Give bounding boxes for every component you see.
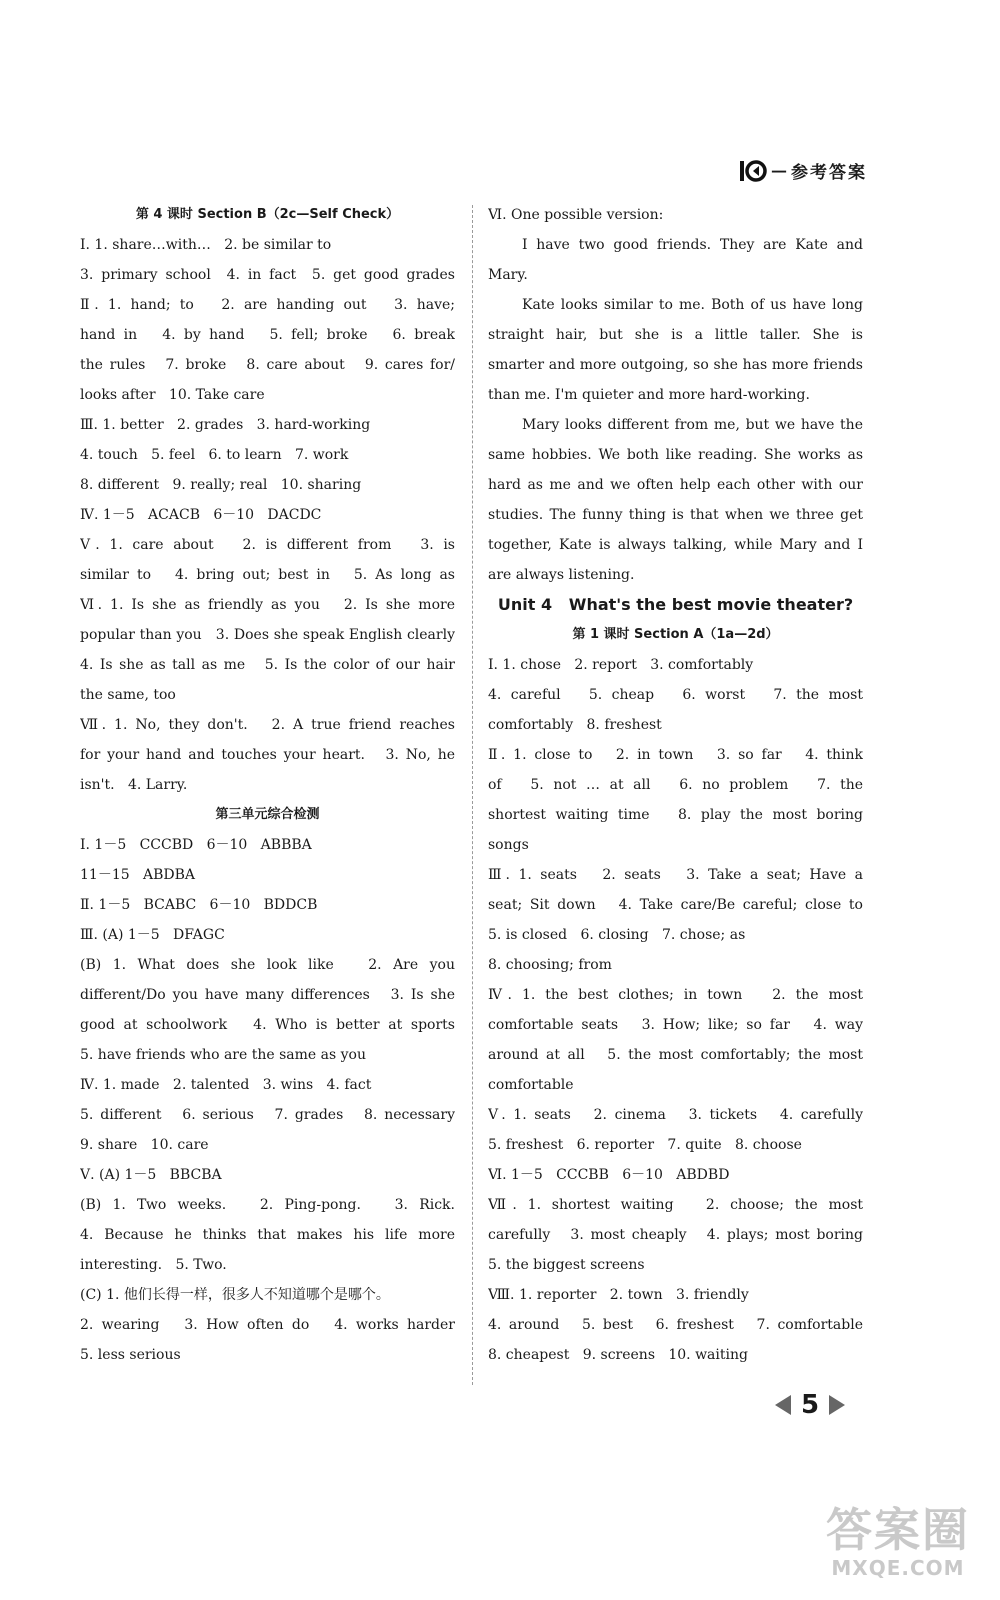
answer-line: comfortable bbox=[488, 1077, 574, 1093]
page-number: 5 bbox=[801, 1390, 820, 1420]
section-heading: 第三单元综合检测 bbox=[215, 807, 320, 822]
page-number-nav bbox=[775, 1390, 845, 1420]
answer-line: shortest waiting time 8. play the most boring bbox=[488, 807, 863, 823]
answer-line: 11－15 ABDBA bbox=[80, 867, 196, 883]
answer-line: than me. I'm quieter and more hard-working. bbox=[488, 387, 810, 403]
answer-line: 4. Is she as tall as me 5. Is the color of our hair bbox=[80, 657, 455, 673]
answer-line: 4. around 5. best 6. freshest 7. comfortable bbox=[488, 1317, 863, 1333]
answer-line: carefully 3. most cheaply 4. plays; most boring bbox=[488, 1227, 863, 1243]
answer-line: for your hand and touches your heart. 3. No, he bbox=[80, 747, 455, 763]
answer-line: Ⅳ. 1. the best clothes; in town 2. the most bbox=[488, 987, 863, 1003]
answer-line: Kate looks similar to me. Both of us have long bbox=[522, 297, 863, 313]
answer-line: different/Do you have many differences 3. Is she bbox=[80, 987, 455, 1003]
answer-line: 5. freshest 6. reporter 7. quite 8. choose bbox=[488, 1137, 802, 1153]
answer-line: Ⅲ. 1. seats 2. seats 3. Take a seat; Have a bbox=[488, 867, 863, 883]
answer-line: together, Kate is always talking, while Mary and I bbox=[488, 537, 863, 553]
answer-line: Ⅱ. 1. close to 2. in town 3. so far 4. think bbox=[488, 747, 863, 763]
answer-line: Ⅱ. 1. hand; to 2. are handing out 3. have; bbox=[80, 297, 455, 313]
answer-line: looks after 10. Take care bbox=[80, 387, 265, 403]
answer-line: Ⅳ. 1. made 2. talented 3. wins 4. fact bbox=[80, 1077, 372, 1093]
answer-line: studies. The funny thing is that when we three get bbox=[488, 507, 863, 523]
answer-line: Ⅶ. 1. No, they don't. 2. A true friend reaches bbox=[80, 717, 455, 733]
answer-line: around at all 5. the most comfortably; the most bbox=[488, 1047, 863, 1063]
answer-line: good at schoolwork 4. Who is better at sports bbox=[80, 1017, 455, 1033]
answer-line: Ⅳ. 1－5 ACACB 6－10 DACDC bbox=[80, 507, 322, 523]
answer-line: Ⅵ. 1. Is she as friendly as you 2. Is she more bbox=[80, 597, 455, 613]
column-divider bbox=[472, 205, 473, 1385]
publisher-logo-icon bbox=[739, 159, 767, 183]
answer-line: 4. touch 5. feel 6. to learn 7. work bbox=[80, 447, 349, 463]
next-arrow-icon bbox=[829, 1395, 845, 1415]
answer-line: 5. different 6. serious 7. grades 8. necessary bbox=[80, 1107, 455, 1123]
answer-line: Ⅲ. 1. better 2. grades 3. hard-working bbox=[80, 417, 371, 433]
answer-line: Mary. bbox=[488, 267, 528, 283]
answer-line: Ⅵ. 1－5 CCCBB 6－10 ABDBD bbox=[488, 1167, 730, 1183]
answer-line: 8. different 9. really; real 10. sharing bbox=[80, 477, 362, 493]
answer-line: 4. Because he thinks that makes his life more bbox=[80, 1227, 455, 1243]
answer-line: hard as me and we often help each other with our bbox=[488, 477, 863, 493]
answer-line: Ⅵ. One possible version: bbox=[488, 207, 664, 223]
answer-line: Ⅶ. 1. shortest waiting 2. choose; the most bbox=[488, 1197, 863, 1213]
answer-line: 4. careful 5. cheap 6. worst 7. the most bbox=[488, 687, 863, 703]
answer-line: seat; Sit down 4. Take care/Be careful; close to bbox=[488, 897, 863, 913]
answer-line: 5. have friends who are the same as you bbox=[80, 1047, 366, 1063]
answer-line: are always listening. bbox=[488, 567, 635, 583]
watermark bbox=[826, 1504, 970, 1580]
answer-line: the same, too bbox=[80, 687, 176, 703]
prev-arrow-icon bbox=[775, 1395, 791, 1415]
answer-line: Ⅴ. (A) 1－5 BBCBA bbox=[80, 1167, 222, 1183]
right-column bbox=[488, 200, 863, 1370]
answer-line: 9. share 10. care bbox=[80, 1137, 209, 1153]
answer-line: 5. less serious bbox=[80, 1347, 181, 1363]
answer-line: 8. choosing; from bbox=[488, 957, 612, 973]
answer-line: Ⅱ. 1－5 BCABC 6－10 BDDCB bbox=[80, 897, 318, 913]
answer-line: hand in 4. by hand 5. fell; broke 6. break bbox=[80, 327, 455, 343]
answer-line: (B) 1. What does she look like 2. Are you bbox=[80, 957, 455, 973]
answer-line: interesting. 5. Two. bbox=[80, 1257, 227, 1273]
answer-line: songs bbox=[488, 837, 529, 853]
answer-line: Ⅲ. (A) 1－5 DFAGC bbox=[80, 927, 225, 943]
answer-line: comfortable seats 3. How; like; so far 4. way bbox=[488, 1017, 863, 1033]
answer-line: Ⅰ. 1－5 CCCBD 6－10 ABBBA bbox=[80, 837, 312, 853]
left-column bbox=[80, 200, 455, 1370]
answer-line: Mary looks different from me, but we have the bbox=[522, 417, 863, 433]
answer-line: 5. is closed 6. closing 7. chose; as bbox=[488, 927, 746, 943]
answer-line: Ⅴ. 1. seats 2. cinema 3. tickets 4. carefully bbox=[488, 1107, 863, 1123]
section-heading: 第 4 课时 Section B（2c—Self Check） bbox=[135, 207, 400, 222]
answer-line: isn't. 4. Larry. bbox=[80, 777, 188, 793]
answer-line: comfortably 8. freshest bbox=[488, 717, 662, 733]
answer-line: popular than you 3. Does she speak English clearly bbox=[80, 627, 455, 643]
answer-line: Ⅰ. 1. share…with… 2. be similar to bbox=[80, 237, 332, 253]
answer-line: (B) 1. Two weeks. 2. Ping-pong. 3. Rick. bbox=[80, 1197, 455, 1213]
answer-line: same hobbies. We both like reading. She works as bbox=[488, 447, 863, 463]
answer-line: straight hair, but she is a little taller. She is bbox=[488, 327, 863, 343]
answer-line: 3. primary school 4. in fact 5. get good grades bbox=[80, 267, 455, 283]
answer-line: similar to 4. bring out; best in 5. As long as bbox=[80, 567, 455, 583]
answer-line: Ⅰ. 1. chose 2. report 3. comfortably bbox=[488, 657, 754, 673]
answer-line: of 5. not … at all 6. no problem 7. the bbox=[488, 777, 863, 793]
unit-title: Unit 4 What's the best movie theater? bbox=[497, 595, 854, 614]
answer-line: Ⅴ. 1. care about 2. is different from 3. is bbox=[80, 537, 455, 553]
answer-line: the rules 7. broke 8. care about 9. cares for/ bbox=[80, 357, 455, 373]
answer-line: (C) 1. 他们长得一样，很多人不知道哪个是哪个。 bbox=[80, 1287, 390, 1303]
answer-line: 2. wearing 3. How often do 4. works harder bbox=[80, 1317, 455, 1333]
page-header bbox=[739, 158, 867, 183]
answer-line: 5. the biggest screens bbox=[488, 1257, 645, 1273]
answer-line: smarter and more outgoing, so she has more friends bbox=[488, 357, 863, 373]
watermark-logo: 答案圈 bbox=[826, 1503, 970, 1557]
answer-line: 8. cheapest 9. screens 10. waiting bbox=[488, 1347, 748, 1363]
answer-line: I have two good friends. They are Kate and bbox=[522, 237, 863, 253]
watermark-url: MXQE.COM bbox=[831, 1556, 965, 1580]
answer-line: Ⅷ. 1. reporter 2. town 3. friendly bbox=[488, 1287, 749, 1303]
header-title: 参考答案 bbox=[791, 163, 867, 183]
header-dash: — bbox=[771, 161, 787, 180]
section-heading: 第 1 课时 Section A（1a—2d） bbox=[572, 627, 779, 642]
